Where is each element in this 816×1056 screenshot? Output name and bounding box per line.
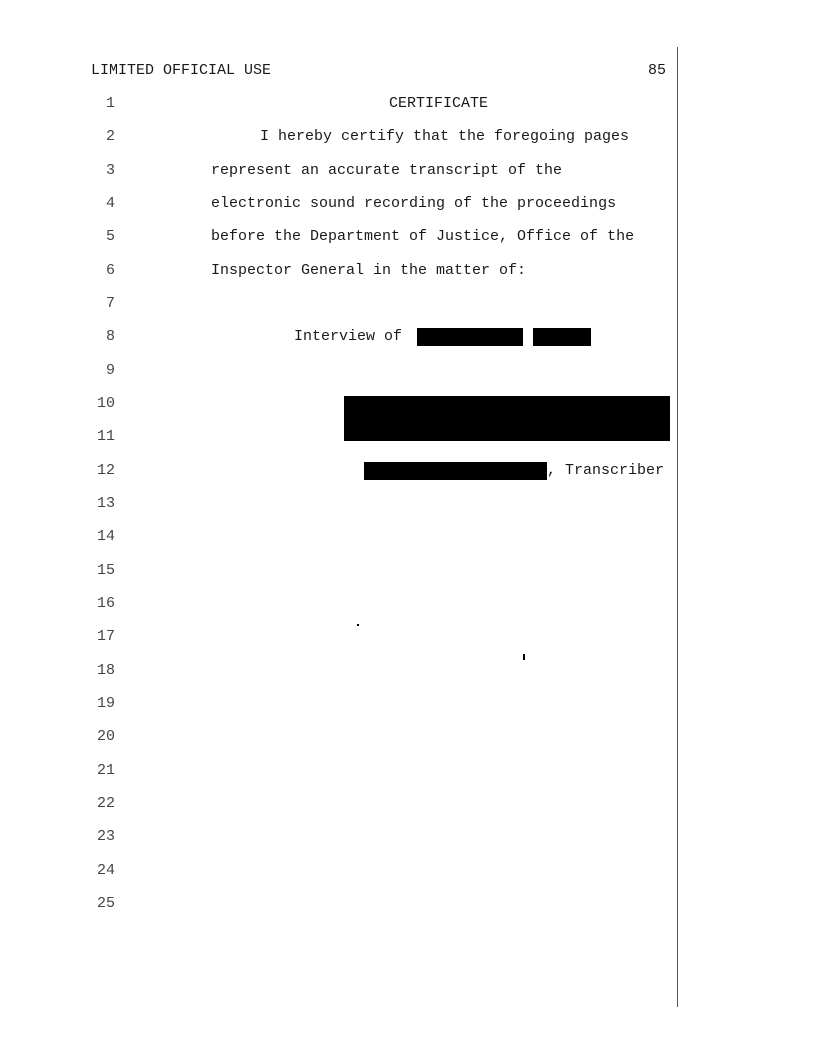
line-number: 6 bbox=[105, 262, 115, 279]
line-number: 15 bbox=[96, 562, 115, 579]
body-line-6: Inspector General in the matter of: bbox=[211, 262, 527, 279]
line-number: 11 bbox=[96, 428, 115, 445]
line-number: 10 bbox=[96, 395, 115, 412]
line-number: 2 bbox=[105, 128, 115, 145]
line-number: 22 bbox=[96, 795, 115, 812]
line-number: 23 bbox=[96, 828, 115, 845]
line-number: 12 bbox=[96, 462, 115, 479]
line-number: 1 bbox=[105, 95, 115, 112]
redaction-last-name bbox=[533, 328, 591, 346]
line-number: 13 bbox=[96, 495, 115, 512]
line-number: 21 bbox=[96, 762, 115, 779]
page-number: 85 bbox=[648, 62, 667, 79]
redaction-block bbox=[344, 396, 670, 441]
redaction-transcriber-name bbox=[364, 462, 547, 480]
line-number: 24 bbox=[96, 862, 115, 879]
line-number: 8 bbox=[105, 328, 115, 345]
line-number: 4 bbox=[105, 195, 115, 212]
line-number: 17 bbox=[96, 628, 115, 645]
line-number: 14 bbox=[96, 528, 115, 545]
transcriber-label: , Transcriber bbox=[547, 462, 665, 479]
scan-speck bbox=[523, 654, 525, 660]
classification-header: LIMITED OFFICIAL USE bbox=[91, 62, 272, 79]
line-number: 19 bbox=[96, 695, 115, 712]
line-number: 25 bbox=[96, 895, 115, 912]
line-number: 3 bbox=[105, 162, 115, 179]
body-line-5: before the Department of Justice, Office of the bbox=[211, 228, 635, 245]
right-margin-rule bbox=[677, 47, 678, 1007]
body-line-3: represent an accurate transcript of the bbox=[211, 162, 563, 179]
line-number: 5 bbox=[105, 228, 115, 245]
line-number: 20 bbox=[96, 728, 115, 745]
line-number: 9 bbox=[105, 362, 115, 379]
scan-speck bbox=[357, 624, 359, 626]
interview-of-label: Interview of bbox=[294, 328, 403, 345]
certificate-title: CERTIFICATE bbox=[389, 95, 489, 112]
redaction-first-name bbox=[417, 328, 523, 346]
line-number: 16 bbox=[96, 595, 115, 612]
line-number: 7 bbox=[105, 295, 115, 312]
body-line-2: I hereby certify that the foregoing pages bbox=[260, 128, 630, 145]
body-line-4: electronic sound recording of the proceedings bbox=[211, 195, 617, 212]
line-number: 18 bbox=[96, 662, 115, 679]
